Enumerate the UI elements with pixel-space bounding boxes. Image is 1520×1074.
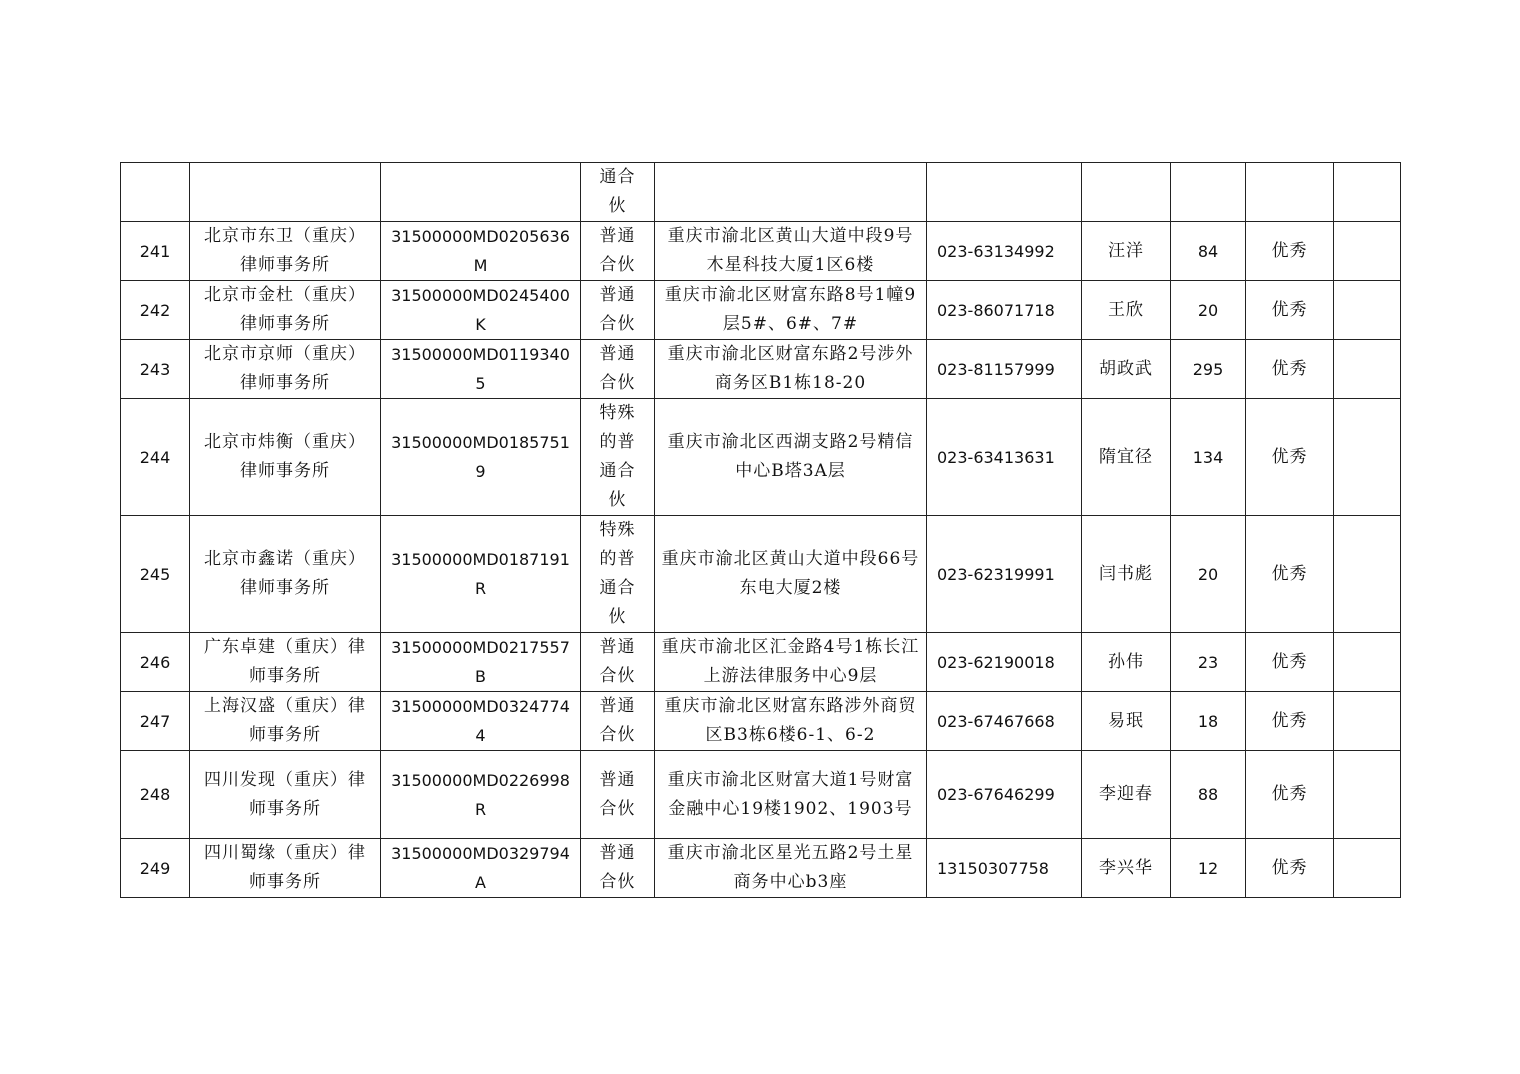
table-row	[121, 839, 1401, 898]
rating-cell: 优秀	[1246, 839, 1334, 898]
row-number-cell: 247	[121, 692, 190, 751]
remarks-cell	[1334, 163, 1401, 222]
remarks-cell	[1334, 281, 1401, 340]
remarks-cell	[1334, 839, 1401, 898]
organization-type-cell: 普通合伙	[581, 692, 655, 751]
rating-cell: 优秀	[1246, 516, 1334, 633]
organization-type-cell: 普通合伙	[581, 751, 655, 839]
director-cell: 王欣	[1082, 281, 1171, 340]
address-cell: 重庆市渝北区汇金路4号1栋长江上游法律服务中心9层	[655, 633, 927, 692]
organization-type-cell: 普通合伙	[581, 839, 655, 898]
table-row	[121, 516, 1401, 633]
credit-code-cell: 31500000MD01857519	[381, 399, 581, 516]
lawyer-count-cell: 295	[1171, 340, 1246, 399]
lawyer-count-cell: 84	[1171, 222, 1246, 281]
law-firm-table	[120, 162, 1401, 898]
credit-code-cell: 31500000MD0226998R	[381, 751, 581, 839]
row-number-cell	[121, 163, 190, 222]
address-cell: 重庆市渝北区财富大道1号财富金融中心19楼1902、1903号	[655, 751, 927, 839]
firm-name-cell: 上海汉盛（重庆）律师事务所	[190, 692, 381, 751]
director-cell: 汪洋	[1082, 222, 1171, 281]
director-cell: 闫书彪	[1082, 516, 1171, 633]
director-cell: 胡政武	[1082, 340, 1171, 399]
firm-name-cell: 广东卓建（重庆）律师事务所	[190, 633, 381, 692]
director-cell: 李迎春	[1082, 751, 1171, 839]
organization-type-cell: 普通合伙	[581, 633, 655, 692]
address-cell: 重庆市渝北区财富东路2号涉外商务区B1栋18-20	[655, 340, 927, 399]
lawyer-count-cell: 23	[1171, 633, 1246, 692]
remarks-cell	[1334, 751, 1401, 839]
remarks-cell	[1334, 399, 1401, 516]
table-row	[121, 163, 1401, 222]
address-cell: 重庆市渝北区黄山大道中段9号木星科技大厦1区6楼	[655, 222, 927, 281]
row-number-cell: 246	[121, 633, 190, 692]
rating-cell: 优秀	[1246, 751, 1334, 839]
rating-cell: 优秀	[1246, 222, 1334, 281]
address-cell: 重庆市渝北区星光五路2号土星商务中心b3座	[655, 839, 927, 898]
table-row	[121, 751, 1401, 839]
phone-cell: 023-86071718	[927, 281, 1082, 340]
organization-type-cell: 通合伙	[581, 163, 655, 222]
credit-code-cell: 31500000MD01193405	[381, 340, 581, 399]
organization-type-cell: 普通合伙	[581, 222, 655, 281]
row-number-cell: 241	[121, 222, 190, 281]
credit-code-cell	[381, 163, 581, 222]
lawyer-count-cell: 134	[1171, 399, 1246, 516]
firm-name-cell: 北京市京师（重庆）律师事务所	[190, 340, 381, 399]
remarks-cell	[1334, 340, 1401, 399]
address-cell: 重庆市渝北区财富东路8号1幢9层5#、6#、7#	[655, 281, 927, 340]
organization-type-cell: 特殊的普通合伙	[581, 399, 655, 516]
lawyer-count-cell: 88	[1171, 751, 1246, 839]
phone-cell: 023-67467668	[927, 692, 1082, 751]
address-cell: 重庆市渝北区财富东路涉外商贸区B3栋6楼6-1、6-2	[655, 692, 927, 751]
rating-cell: 优秀	[1246, 633, 1334, 692]
rating-cell: 优秀	[1246, 281, 1334, 340]
firm-name-cell: 北京市东卫（重庆）律师事务所	[190, 222, 381, 281]
credit-code-cell: 31500000MD03247744	[381, 692, 581, 751]
lawyer-count-cell: 20	[1171, 281, 1246, 340]
row-number-cell: 244	[121, 399, 190, 516]
credit-code-cell: 31500000MD0245400K	[381, 281, 581, 340]
remarks-cell	[1334, 222, 1401, 281]
lawyer-count-cell: 18	[1171, 692, 1246, 751]
director-cell: 隋宜径	[1082, 399, 1171, 516]
credit-code-cell: 31500000MD0187191R	[381, 516, 581, 633]
lawyer-count-cell	[1171, 163, 1246, 222]
row-number-cell: 243	[121, 340, 190, 399]
phone-cell: 13150307758	[927, 839, 1082, 898]
phone-cell: 023-63134992	[927, 222, 1082, 281]
address-cell: 重庆市渝北区黄山大道中段66号东电大厦2楼	[655, 516, 927, 633]
rating-cell: 优秀	[1246, 692, 1334, 751]
phone-cell: 023-67646299	[927, 751, 1082, 839]
table-row	[121, 633, 1401, 692]
table-body	[121, 163, 1401, 898]
remarks-cell	[1334, 516, 1401, 633]
credit-code-cell: 31500000MD0205636M	[381, 222, 581, 281]
phone-cell: 023-62319991	[927, 516, 1082, 633]
table-row	[121, 399, 1401, 516]
row-number-cell: 242	[121, 281, 190, 340]
lawyer-count-cell: 12	[1171, 839, 1246, 898]
credit-code-cell: 31500000MD0329794A	[381, 839, 581, 898]
address-cell: 重庆市渝北区西湖支路2号精信中心B塔3A层	[655, 399, 927, 516]
phone-cell	[927, 163, 1082, 222]
firm-name-cell: 四川发现（重庆）律师事务所	[190, 751, 381, 839]
remarks-cell	[1334, 633, 1401, 692]
lawyer-count-cell: 20	[1171, 516, 1246, 633]
table-row	[121, 281, 1401, 340]
firm-name-cell: 北京市炜衡（重庆）律师事务所	[190, 399, 381, 516]
director-cell: 李兴华	[1082, 839, 1171, 898]
firm-name-cell: 四川蜀缘（重庆）律师事务所	[190, 839, 381, 898]
table-row	[121, 222, 1401, 281]
firm-name-cell: 北京市鑫诺（重庆）律师事务所	[190, 516, 381, 633]
organization-type-cell: 普通合伙	[581, 281, 655, 340]
phone-cell: 023-62190018	[927, 633, 1082, 692]
firm-name-cell: 北京市金杜（重庆）律师事务所	[190, 281, 381, 340]
director-cell: 易珉	[1082, 692, 1171, 751]
director-cell	[1082, 163, 1171, 222]
row-number-cell: 248	[121, 751, 190, 839]
firm-name-cell	[190, 163, 381, 222]
remarks-cell	[1334, 692, 1401, 751]
row-number-cell: 249	[121, 839, 190, 898]
phone-cell: 023-63413631	[927, 399, 1082, 516]
table-row	[121, 340, 1401, 399]
row-number-cell: 245	[121, 516, 190, 633]
rating-cell	[1246, 163, 1334, 222]
credit-code-cell: 31500000MD0217557B	[381, 633, 581, 692]
rating-cell: 优秀	[1246, 340, 1334, 399]
address-cell	[655, 163, 927, 222]
table-row	[121, 692, 1401, 751]
director-cell: 孙伟	[1082, 633, 1171, 692]
organization-type-cell: 特殊的普通合伙	[581, 516, 655, 633]
rating-cell: 优秀	[1246, 399, 1334, 516]
phone-cell: 023-81157999	[927, 340, 1082, 399]
organization-type-cell: 普通合伙	[581, 340, 655, 399]
